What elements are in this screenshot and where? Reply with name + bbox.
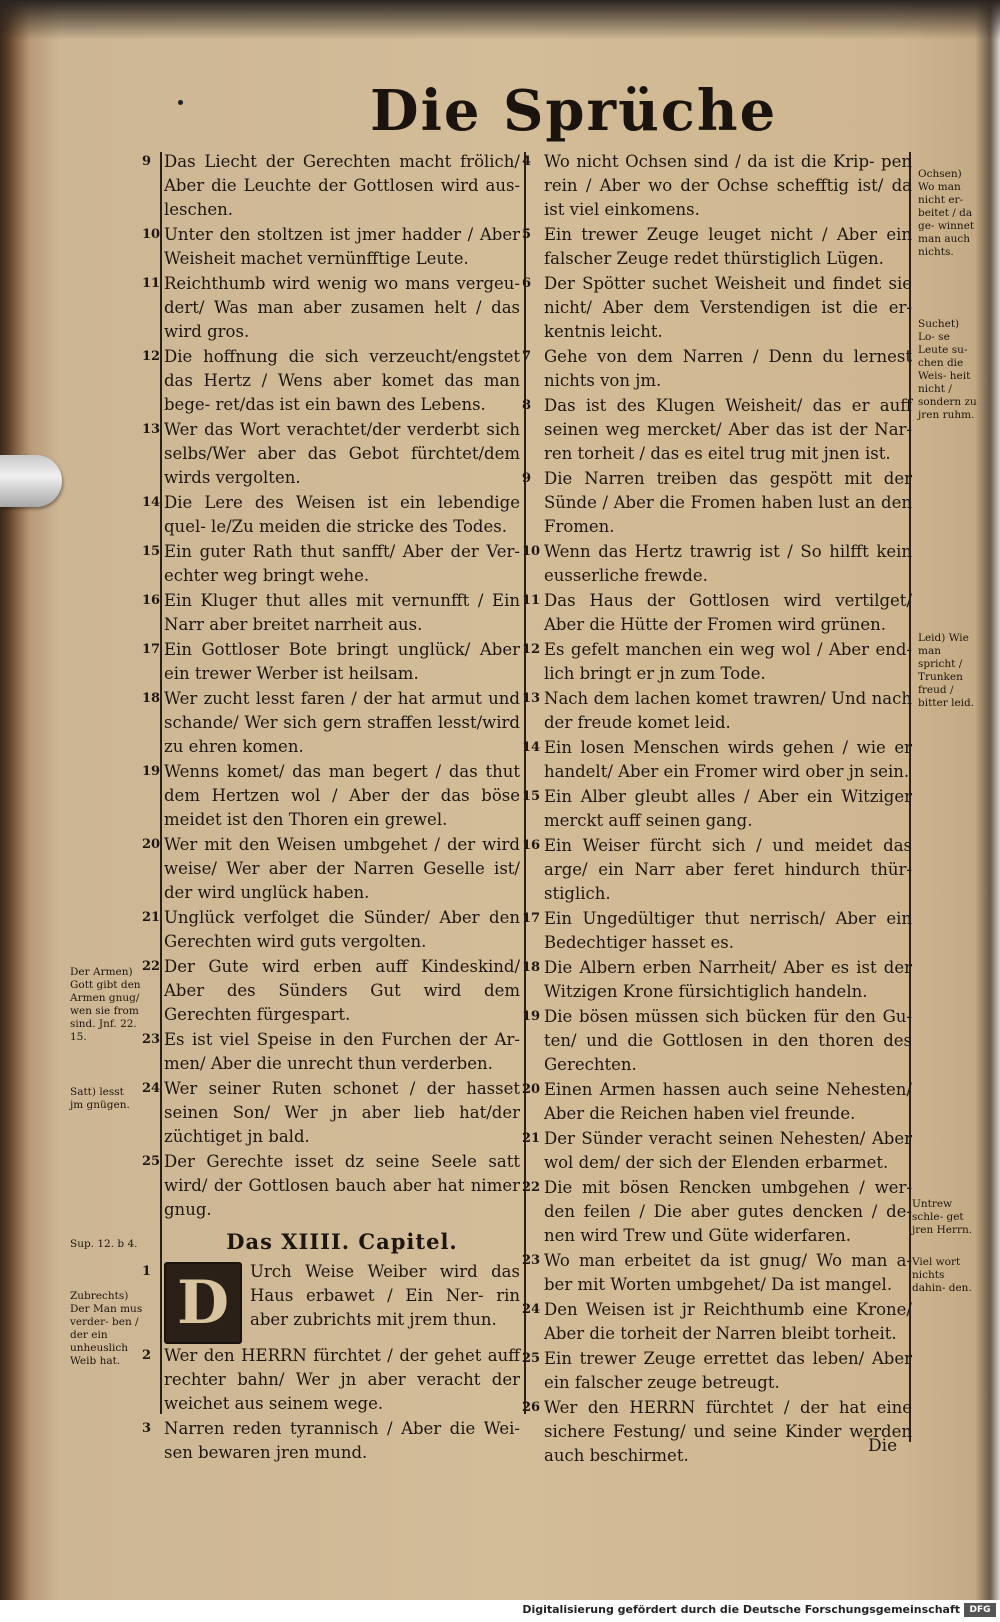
verse: [522, 956, 912, 1004]
verse: [522, 394, 912, 466]
verse-text: Der Gerechte isset dz seine Seele satt wird/ der Gottlosen bauch aber hat nimer gnug.: [164, 1152, 520, 1219]
verse: [522, 467, 912, 539]
verse-number: 24: [522, 1302, 541, 1317]
catchword: Die: [868, 1436, 898, 1456]
verse-text: Einen Armen hassen auch seine Nehesten/ Aber die Reichen haben viel freunde.: [544, 1080, 912, 1123]
verse-number: 3: [142, 1421, 152, 1436]
verse: [142, 1028, 520, 1076]
verse-text: Der Spötter suchet Weisheit und findet sie nicht/ Aber dem Verstendigen ist die er‑ kentnis leicht.: [544, 274, 912, 341]
verse: [522, 834, 912, 906]
margin-note-e: Suchet) Lo‑ se Leute su‑ chen die Weis‑ heit nicht / sondern zu jren ruhm.: [918, 318, 977, 421]
verse-text: Wer mit den Weisen umbgehet / der wird weise/ Wer aber der Narren Geselle ist/ der wird unglück haben.: [164, 835, 520, 902]
verse: [142, 418, 520, 490]
verse-number: 16: [522, 838, 541, 853]
verse-text: Das Haus der Gottlosen wird vertilget/ Aber die Hütte der Fromen wird grünen.: [544, 591, 912, 634]
verse-text: Ein Gottloser Bote bringt unglück/ Aber ein trewer Werber ist heilsam.: [164, 640, 520, 683]
verse-number: 22: [522, 1180, 541, 1195]
verse-number: 6: [522, 276, 532, 291]
verse-number: 25: [142, 1154, 161, 1169]
center-column-rule: [524, 152, 526, 1414]
verse: [142, 955, 520, 1027]
verse-text: Nach dem lachen komet trawren/ Und nach der freude komet leid.: [544, 689, 912, 732]
verse-number: 9: [142, 154, 152, 169]
verse: [522, 1298, 912, 1346]
verse-number: 15: [142, 544, 161, 559]
verse-text: Die hoffnung die sich verzeucht/engstet das Hertz / Wens aber komet das man bege‑ ret/das ist ein bawn des Lebens.: [164, 347, 520, 414]
verse: [522, 1078, 912, 1126]
verse-number: 16: [142, 593, 161, 608]
verse: [142, 345, 520, 417]
verse-text: Die mit bösen Rencken umbgehen / wer‑ den feilen / Die aber gutes dencken / de‑ nen wird Trew und Güte widerfaren.: [544, 1178, 912, 1245]
verse-number: 20: [522, 1082, 541, 1097]
verse-text: Unter den stoltzen ist jmer hadder / Aber Weisheit machet vernünfftige Leute.: [164, 225, 520, 268]
verse-text: Narren reden tyrannisch / Aber die Wei‑ sen bewaren jren mund.: [164, 1419, 520, 1462]
verse-text: Wenn das Hertz trawrig ist / So hilfft kein eusserliche frewde.: [544, 542, 912, 585]
verse: [522, 150, 912, 222]
page-title: Die Sprüche: [370, 78, 778, 144]
ink-dot: [178, 100, 183, 105]
verse: [522, 1347, 912, 1395]
margin-note-g: Untrew schle‑ get jren Herrn.: [912, 1198, 973, 1236]
verse-text: Die Albern erben Narrheit/ Aber es ist der Witzigen Krone fürsichtiglich handeln.: [544, 958, 912, 1001]
verse-number: 23: [142, 1032, 161, 1047]
page-top-shadow: [0, 0, 1000, 40]
verse-text: Ein trewer Zeuge errettet das leben/ Aber ein falscher zeuge betreugt.: [544, 1349, 912, 1392]
verse-text: Wo man erbeitet da ist gnug/ Wo man a‑ ber mit Worten umbgehet/ Da ist mangel.: [544, 1251, 912, 1294]
verse: [142, 491, 520, 539]
chapter-opening: [142, 1260, 520, 1338]
verse: [522, 1249, 912, 1297]
verse-text: Das Liecht der Gerechten macht frölich/ Aber die Leuchte der Gottlosen wird aus‑ leschen.: [164, 152, 520, 219]
verse-text: Ein trewer Zeuge leuget nicht / Aber ein falscher Zeuge redet thürstiglich Lügen.: [544, 225, 912, 268]
verse-number: 24: [142, 1081, 161, 1096]
verse-number: 14: [522, 740, 541, 755]
verse-number: 18: [142, 691, 161, 706]
verse-number: 23: [522, 1253, 541, 1268]
margin-note-f: Leid) Wie man spricht / Trunken freud / bitter leid.: [918, 632, 975, 709]
verse-text: Wer zucht lesst faren / der hat armut und schande/ Wer sich gern straffen lesst/wird zu ehren komen.: [164, 689, 520, 756]
chapter-heading: Das XIIII. Capitel.: [226, 1229, 458, 1254]
right-column: [522, 150, 912, 1469]
verse: [142, 1150, 520, 1222]
verse: [142, 1344, 520, 1416]
verse-number: 10: [522, 544, 541, 559]
left-verses: [142, 150, 520, 1222]
verse-text: Das ist des Klugen Weisheit/ das er auff seinen weg mercket/ Aber das ist der Nar‑ ren torheit / das es eitel trug mit jnen ist.: [544, 396, 912, 463]
verse: [142, 223, 520, 271]
verse-number: 7: [522, 349, 532, 364]
verse-number: 8: [522, 398, 532, 413]
verse-text: Unglück verfolget die Sünder/ Aber den Gerechten wird guts vergolten.: [164, 908, 520, 951]
verse-text: Ein Alber gleubt alles / Aber ein Witziger merckt auff seinen gang.: [544, 787, 912, 830]
verse: [522, 1127, 912, 1175]
verse-number: 25: [522, 1351, 541, 1366]
verse: [142, 638, 520, 686]
verse: [522, 540, 912, 588]
right-verses: [522, 150, 912, 1468]
verse: [522, 907, 912, 955]
verse-text: Der Gute wird erben auff Kindeskind/ Aber des Sünders Gut wird dem Gerechten fürgespart.: [164, 957, 520, 1024]
verse: [142, 1417, 520, 1465]
verse-text: Reichthumb wird wenig wo mans vergeu‑ dert/ Was man aber zusamen helt / das wird gros.: [164, 274, 520, 341]
verse: [522, 1396, 912, 1468]
verse-text: Ein guter Rath thut sanfft/ Aber der Ver‑ echter weg bringt wehe.: [164, 542, 520, 585]
verse: [522, 589, 912, 637]
verse-text: Der Sünder veracht seinen Nehesten/ Aber wol dem/ der sich der Elenden erbarmet.: [544, 1129, 912, 1172]
verse-text: Ein Kluger thut alles mit vernunfft / Ein Narr aber breitet narrheit aus.: [164, 591, 520, 634]
verse-number: 1: [142, 1264, 152, 1279]
verse-number: 21: [142, 910, 161, 925]
verse: [522, 223, 912, 271]
verse: [522, 272, 912, 344]
verse-number: 12: [142, 349, 161, 364]
margin-note-b: Satt) lesst jm gnügen.: [70, 1086, 130, 1111]
verse-text: Es gefelt manchen ein weg wol / Aber end‑ lich bringt er jn zum Tode.: [544, 640, 912, 683]
verse: [142, 833, 520, 905]
verse: [522, 638, 912, 686]
margin-note-sup: Sup. 12. b 4.: [70, 1238, 138, 1250]
verse-number: 20: [142, 837, 161, 852]
verse-number: 9: [522, 471, 532, 486]
verse-number: 15: [522, 789, 541, 804]
margin-note-h: Viel wort nichts dahin‑ den.: [912, 1256, 972, 1294]
verse-number: 22: [142, 959, 161, 974]
verse-text: Wenns komet/ das man begert / das thut dem Hertzen wol / Aber der das böse meidet ist den Thoren ein grewel.: [164, 762, 520, 829]
verse-text: Wer seiner Ruten schonet / der hasset seinen Son/ Wer jn aber lieb hat/der züchtiget jn bald.: [164, 1079, 520, 1146]
verse: [522, 1176, 912, 1248]
verse: [142, 1077, 520, 1149]
verse-number: 26: [522, 1400, 541, 1415]
verse-number: 11: [522, 593, 541, 608]
verse: [522, 345, 912, 393]
verse-text: Wer den HERRN fürchtet / der hat eine sichere Festung/ und seine Kinder werden auch beschirmet.: [544, 1398, 912, 1465]
verse-text: Ein losen Menschen wirds gehen / wie er handelt/ Aber ein Fromer wird ober jn sein.: [544, 738, 912, 781]
verse-number: 17: [522, 911, 541, 926]
verse-text: Wo nicht Ochsen sind / da ist die Krip‑ pen rein / Aber wo der Ochse schefftig ist/ da ist viel einkomens.: [544, 152, 912, 219]
verse-number: 2: [142, 1348, 152, 1363]
verse-text: Wer das Wort verachtet/der verderbt sich selbs/Wer aber das Gebot fürchtet/dem wirds vergolten.: [164, 420, 520, 487]
left-column: [142, 150, 520, 1466]
verse: [142, 150, 520, 222]
verse: [522, 687, 912, 735]
verse-number: 21: [522, 1131, 541, 1146]
verse-text: Wer den HERRN fürchtet / der gehet auff rechter bahn/ Wer jn aber veracht der weichet aus seinem wege.: [164, 1346, 520, 1413]
verse-text: Die bösen müssen sich bücken für den Gu‑ ten/ und die Gottlosen in den thoren des Gerechten.: [544, 1007, 912, 1074]
verse-text: Urch Weise Weiber wird das Haus erbawet / Ein Ner‑ rin aber zubrichts mit jrem thun.: [250, 1262, 520, 1329]
decorated-initial: D: [164, 1262, 242, 1344]
verse-number: 19: [522, 1009, 541, 1024]
margin-note-d: Ochsen) Wo man nicht er‑ beitet / da ge‑ winnet man auch nichts.: [918, 168, 975, 258]
verse-number: 19: [142, 764, 161, 779]
verse: [142, 540, 520, 588]
margin-note-a: Der Armen) Gott gibt den Armen gnug/ wen sie from sind. Jnf. 22. 15.: [70, 966, 141, 1043]
verse-number: 4: [522, 154, 532, 169]
verse: [142, 589, 520, 637]
verse-text: Den Weisen ist jr Reichthumb eine Krone/ Aber die torheit der Narren bleibt torheit.: [544, 1300, 912, 1343]
verse: [142, 687, 520, 759]
left-column-rule: [160, 152, 162, 1414]
verse-text: Die Narren treiben das gespött mit der Sünde / Aber die Fromen haben lust an den Fromen.: [544, 469, 912, 536]
verse: [522, 736, 912, 784]
verse: [522, 785, 912, 833]
verse-text: Ein Ungedültiger thut nerrisch/ Aber ein Bedechtiger hasset es.: [544, 909, 912, 952]
verse-text: Ein Weiser fürcht sich / und meidet das arge/ ein Narr aber feret hindurch thür‑ stiglich.: [544, 836, 912, 903]
footer-credit: Digitalisierung gefördert durch die Deutsche Forschungsgemeinschaft: [522, 1603, 960, 1616]
verse-number: 13: [142, 422, 161, 437]
verse: [142, 906, 520, 954]
verse-number: 18: [522, 960, 541, 975]
verse-number: 12: [522, 642, 541, 657]
digitization-footer: [0, 1600, 1000, 1622]
verse-number: 13: [522, 691, 541, 706]
verse-number: 10: [142, 227, 161, 242]
verse: [142, 760, 520, 832]
verse-text: Die Lere des Weisen ist ein lebendige quel‑ le/Zu meiden die stricke des Todes.: [164, 493, 520, 536]
dfg-logo: DFG: [964, 1603, 996, 1617]
verse: [142, 272, 520, 344]
verse: [522, 1005, 912, 1077]
page-clip: [0, 455, 62, 507]
verse-number: 17: [142, 642, 161, 657]
verse-number: 5: [522, 227, 532, 242]
verse-number: 11: [142, 276, 161, 291]
margin-note-c: Zubrechts) Der Man mus verder‑ ben / der ein unheuslich Weib hat.: [70, 1290, 143, 1367]
verse-text: Es ist viel Speise in den Furchen der Ar‑ men/ Aber die unrecht thun verderben.: [164, 1030, 520, 1073]
verse-number: 14: [142, 495, 161, 510]
verse-text: Gehe von dem Narren / Denn du lernest nichts von jm.: [544, 347, 912, 390]
